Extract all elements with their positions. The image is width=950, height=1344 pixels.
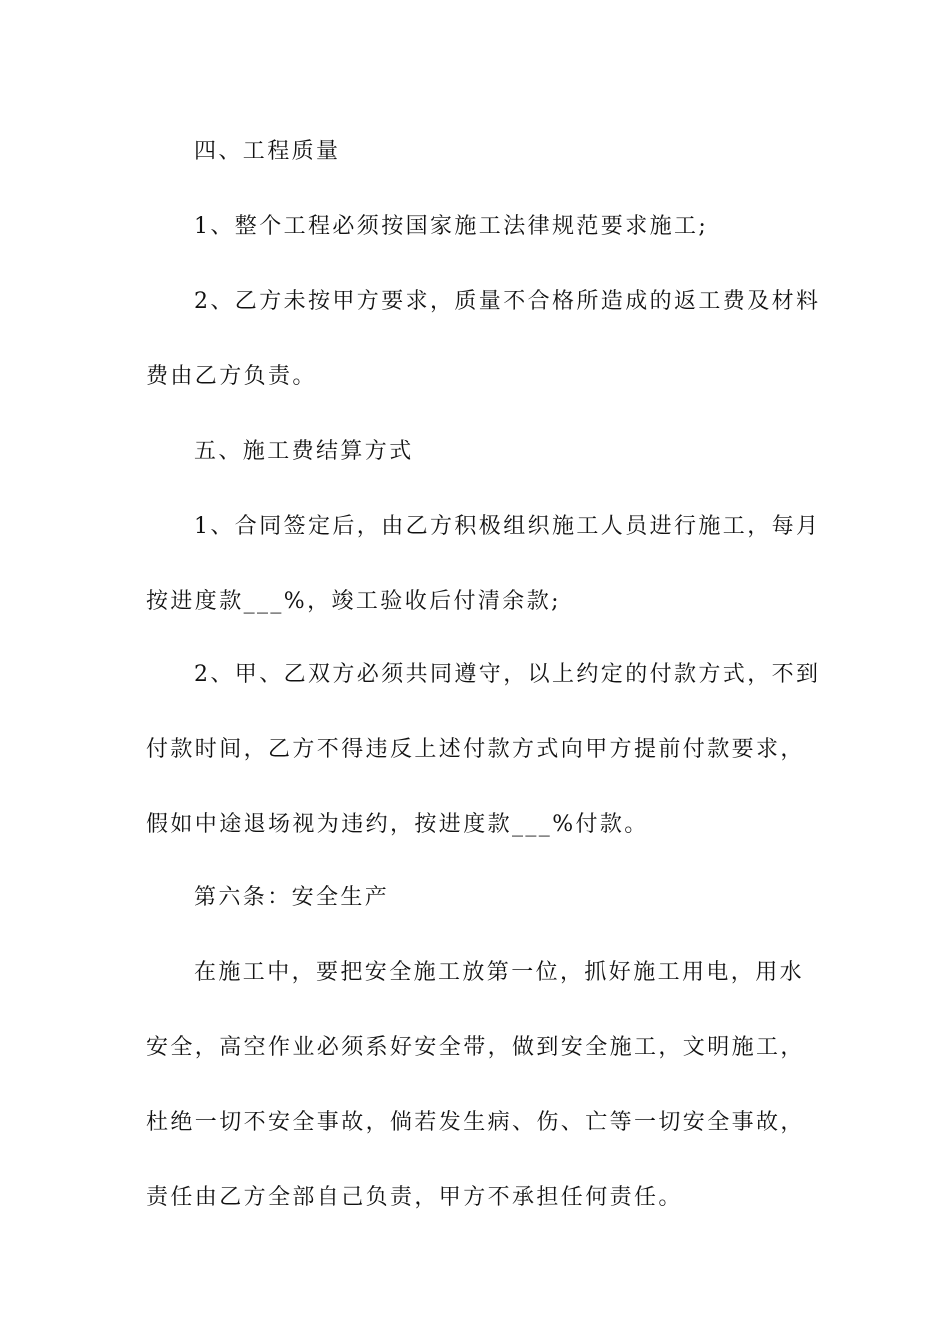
- section-heading-quality: 四、工程质量: [194, 139, 341, 164]
- paragraph-line: 在施工中，要把安全施工放第一位，抓好施工用电，用水: [194, 960, 805, 985]
- section-heading-settlement: 五、施工费结算方式: [194, 439, 414, 464]
- paragraph-line: 1、整个工程必须按国家施工法律规范要求施工;: [194, 214, 709, 239]
- paragraph-line: 杜绝一切不安全事故，倘若发生病、伤、亡等一切安全事故，: [146, 1110, 805, 1135]
- paragraph-line: 付款时间，乙方不得违反上述付款方式向甲方提前付款要求，: [146, 737, 805, 762]
- paragraph-line: 2、甲、乙双方必须共同遵守，以上约定的付款方式，不到: [194, 662, 821, 687]
- paragraph-line: 假如中途退场视为违约，按进度款___%付款。: [146, 812, 649, 837]
- section-heading-safety: 第六条：安全生产: [194, 885, 390, 910]
- paragraph-line: 安全，高空作业必须系好安全带，做到安全施工，文明施工，: [146, 1035, 805, 1060]
- paragraph-line: 责任由乙方全部自己负责，甲方不承担任何责任。: [146, 1185, 683, 1210]
- paragraph-line: 按进度款___%，竣工验收后付清余款;: [146, 589, 561, 614]
- paragraph-line: 费由乙方负责。: [146, 364, 317, 389]
- paragraph-line: 1、合同签定后，由乙方积极组织施工人员进行施工，每月: [194, 514, 821, 539]
- paragraph-line: 2、乙方未按甲方要求，质量不合格所造成的返工费及材料: [194, 289, 821, 314]
